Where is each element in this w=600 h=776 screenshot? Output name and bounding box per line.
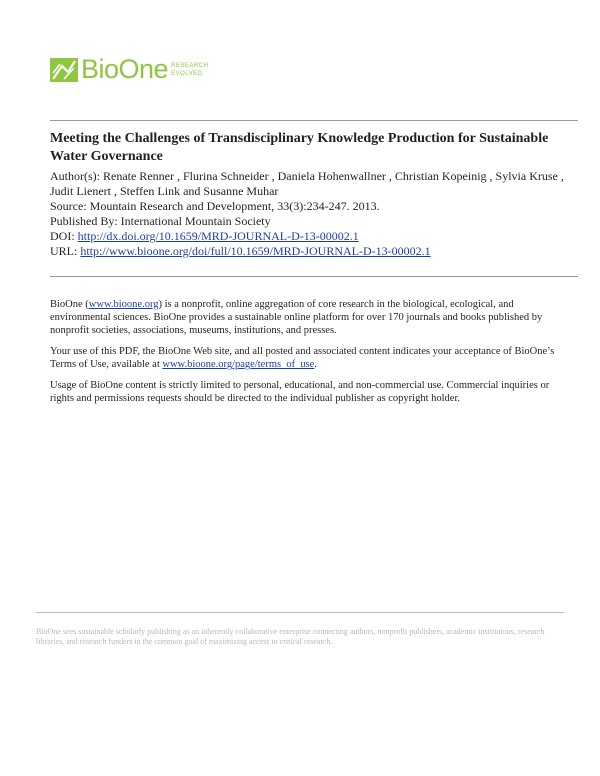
url-label: URL: [50, 244, 78, 258]
notice-body [50, 298, 575, 413]
published-by-line: Published By: International Mountain Society [50, 214, 271, 228]
usage-notice: Usage of BioOne content is strictly limited to personal, educational, and non-commercial use. Commercial inquiries or rights and permissions requests should be directed to the individual publisher as copyright holder. [50, 380, 550, 404]
article-title: Meeting the Challenges of Transdisciplinary Knowledge Production for Sustainable Water Governance [50, 131, 549, 164]
bioone-description: BioOne (www.bioone.org) is a nonprofit, online aggregation of core research in the biological, ecological, and environmental sciences. BioOne provides a sustainable online platform for over 170 journals and books published by nonprofit societies, associations, museums, institutions, and presses. [50, 299, 543, 336]
terms-of-use-notice: Your use of this PDF, the BioOne Web site, and all posted and associated content indicates your acceptance of BioOne’s Terms of Use, available at www.bioone.org/page/terms_of_use. [50, 346, 555, 370]
metadata-divider [50, 276, 578, 277]
url-link[interactable]: http://www.bioone.org/doi/full/10.1659/MRD-JOURNAL-D-13-00002.1 [80, 244, 431, 258]
footer-text: BioOne sees sustainable scholarly publishing as an inherently collaborative enterprise connecting authors, nonprofit publishers, academic institutions, research libraries, and research funders in the common goal of maximizing access to critical research. [36, 627, 545, 646]
doi-label: DOI: [50, 229, 75, 243]
bioone-home-link[interactable]: www.bioone.org [88, 299, 159, 310]
url-line [50, 244, 570, 259]
article-metadata [50, 169, 570, 259]
header-divider [50, 120, 578, 121]
source-line: Source: Mountain Research and Development, 33(3):234-247. 2013. [50, 199, 380, 213]
logo-tagline: RESEARCH EVOLVED [171, 62, 209, 77]
authors-line: Author(s): Renate Renner , Flurina Schneider , Daniela Hohenwallner , Christian Kopeinig , Sylvia Kruse , Judit Lienert , Steffen Link and Susanne Muhar [50, 169, 564, 198]
doi-line [50, 229, 570, 244]
logo-wordmark: BioOne [81, 54, 169, 84]
footer-divider [36, 612, 564, 613]
bioone-leaf-icon [50, 58, 78, 82]
bioone-logo [50, 56, 208, 83]
terms-of-use-link[interactable]: www.bioone.org/page/terms_of_use [162, 359, 315, 370]
doi-link[interactable]: http://dx.doi.org/10.1659/MRD-JOURNAL-D-13-00002.1 [77, 229, 359, 243]
